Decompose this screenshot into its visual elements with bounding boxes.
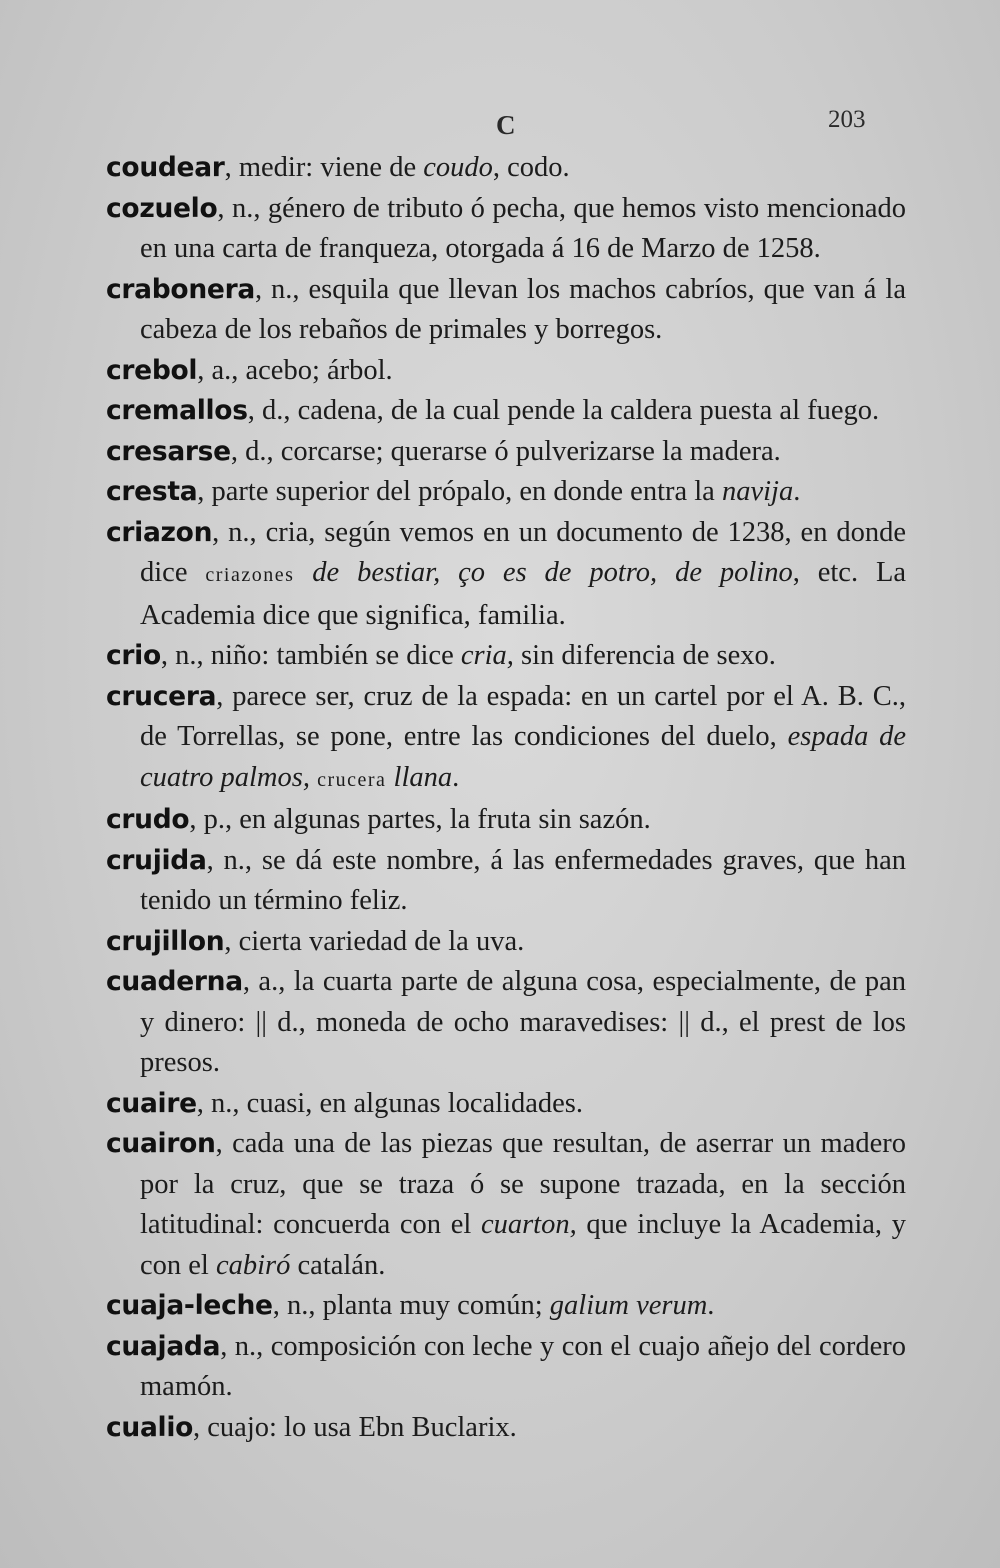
entry-crabonera: [106, 270, 906, 351]
entry-crudo: [106, 800, 906, 841]
italic-term: coudo: [423, 152, 493, 183]
definition-text: [310, 762, 317, 793]
entry-cresarse: [106, 432, 906, 473]
italic-term: cabiró: [215, 1249, 291, 1281]
definition-text: , n., se dá este nombre, á las enfermedades graves, que han tenido un término feliz.: [140, 844, 906, 916]
headword: cremallos: [106, 395, 248, 426]
entry-cualio: [106, 1408, 906, 1449]
italic-term: navija: [721, 476, 794, 507]
entry-criazon: [106, 513, 906, 637]
italic-term: espada de cuatro palmos,: [140, 721, 906, 793]
definition-text: , n., niño: también se dice: [160, 640, 461, 671]
definition-text: , n., cuasi, en algunas localidades.: [196, 1087, 584, 1119]
italic-term: llana: [393, 761, 453, 793]
entry-cozuelo: [106, 189, 906, 270]
definition-text: , p., en algunas partes, la fruta sin sazón.: [189, 804, 651, 835]
definition-text: , parece ser, cruz de la espada: en un cartel por el A. B. C., de Torrellas, se pone, entre las condiciones del duelo,: [140, 680, 906, 752]
small-caps-term: criazones: [205, 564, 295, 586]
entry-cuaire: [106, 1084, 906, 1125]
definition-text: catalán.: [290, 1249, 386, 1281]
definition-text: , cada una de las piezas que resultan, de aserrar un madero por la cruz, que se traza ó se supone trazada, en la sección latitudinal: concuerda con el: [140, 1128, 906, 1240]
headword: cresarse: [106, 435, 231, 467]
italic-term: de bestiar, ço es de potro, de polino: [312, 557, 793, 588]
small-caps-term: crucera: [317, 768, 387, 791]
definition-text: , a., la cuarta parte de alguna cosa, especialmente, de pan y dinero: || d., moneda de ocho maravedises: || d., el prest de los presos.: [140, 966, 906, 1078]
italic-term: galium verum: [549, 1290, 708, 1321]
definition-text: .: [793, 476, 801, 507]
definition-text: , n., composición con leche y con el cuajo añejo del cordero mamón.: [140, 1330, 906, 1402]
headword: cuaderna: [106, 966, 243, 997]
headword: cualio: [106, 1411, 194, 1443]
headword: cuairon: [106, 1128, 216, 1159]
headword: crujillon: [106, 925, 225, 957]
headword: cuaja-leche: [106, 1290, 273, 1321]
entry-cuairon: [106, 1124, 906, 1286]
definition-text: sin diferencia de sexo.: [513, 640, 776, 671]
definition-text: , cuajo: lo usa Ebn Buclarix.: [193, 1411, 517, 1443]
headword: crio: [106, 640, 161, 671]
italic-term: cuarton,: [480, 1209, 577, 1240]
definition-text: , d., cadena, de la cual pende la caldera puesta al fuego.: [247, 395, 880, 426]
headword: coudear: [106, 152, 225, 183]
entry-crujida: [106, 841, 906, 922]
definition-text: , medir: viene de: [224, 152, 424, 183]
entry-cuajada: [106, 1327, 906, 1408]
headword: crabonera: [106, 273, 255, 305]
entry-list: [106, 148, 906, 1448]
entry-cuaja-leche: [106, 1286, 906, 1327]
headword: crudo: [106, 804, 190, 835]
italic-term: cria,: [460, 640, 514, 671]
entry-cremallos: [106, 391, 906, 432]
definition-text: , parte superior del própalo, en donde entra la: [197, 476, 722, 507]
headword: cresta: [106, 476, 198, 507]
definition-text: , d., corcarse; querarse ó pulverizarse la madera.: [230, 435, 781, 467]
running-head: [0, 104, 1000, 144]
definition-text: [294, 557, 312, 588]
entry-crebol: [106, 351, 906, 392]
definition-text: .: [452, 761, 460, 793]
entry-cresta: [106, 472, 906, 513]
definition-text: [386, 762, 393, 793]
headword: crujida: [106, 844, 207, 876]
definition-text: , etc. La Academia dice que significa, familia.: [140, 557, 907, 631]
entry-crujillon: [106, 922, 906, 963]
entry-cuaderna: [106, 962, 906, 1084]
page-number: 203: [828, 106, 866, 133]
headword: cuaire: [106, 1087, 197, 1119]
definition-text: , n., cria, según vemos en un documento de 1238, en donde dice: [140, 516, 906, 588]
definition-text: , a., acebo; árbol.: [197, 354, 393, 386]
definition-text: , cierta variedad de la uva.: [224, 925, 525, 957]
headword: criazon: [106, 516, 213, 548]
headword: crebol: [106, 354, 198, 386]
definition-text: , n., género de tributo ó pecha, que hemos visto mencionado en una carta de franqueza, otorgada á 16 de Marzo de 1258.: [140, 192, 906, 264]
definition-text: que incluye la Academia, y con el: [140, 1209, 906, 1281]
definition-text: , n., planta muy común;: [272, 1290, 550, 1321]
headword: crucera: [106, 680, 217, 712]
definition-text: , n., esquila que llevan los machos cabríos, que van á la cabeza de los rebaños de primales y borregos.: [140, 273, 906, 345]
headword: cuajada: [106, 1330, 221, 1362]
definition-text: .: [707, 1290, 715, 1321]
headword: cozuelo: [106, 192, 218, 224]
entry-crucera: [106, 677, 906, 801]
entry-crio: [106, 636, 906, 677]
entry-coudear: [106, 148, 906, 189]
section-letter: C: [496, 110, 516, 140]
definition-text: , codo.: [492, 152, 570, 183]
